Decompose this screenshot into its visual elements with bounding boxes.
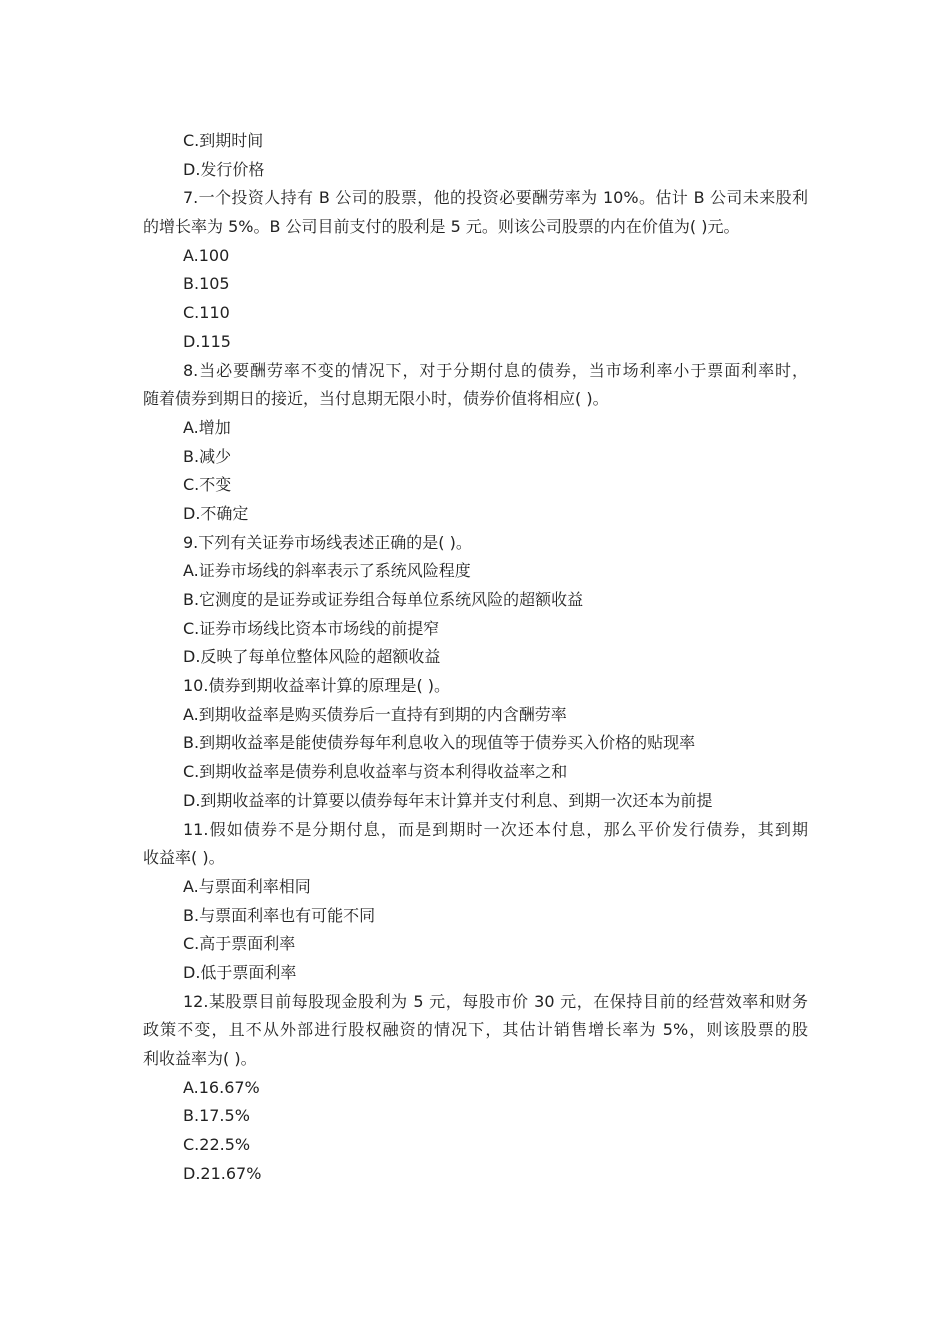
answer-option: C.证券市场线比资本市场线的前提窄 — [183, 618, 440, 638]
question-text-line: 收益率( )。 — [143, 848, 225, 868]
answer-option: B.17.5% — [183, 1106, 250, 1126]
answer-option: A.到期收益率是购买债券后一直持有到期的内含酬劳率 — [183, 704, 567, 724]
answer-option: C.高于票面利率 — [183, 934, 296, 954]
answer-option: D.21.67% — [183, 1163, 262, 1183]
answer-option: D.到期收益率的计算要以债券每年末计算并支付利息、到期一次还本为前提 — [183, 790, 713, 810]
answer-option: B.它测度的是证券或证券组合每单位系统风险的超额收益 — [183, 590, 584, 609]
question-text-line: 12.某股票目前每股现金股利为 5 元，每股市价 30 元，在保持目前的经营效率和财务 — [183, 991, 808, 1011]
answer-option: B.105 — [183, 274, 230, 294]
answer-option: C.到期时间 — [183, 131, 264, 150]
question-text-line: 的增长率为 5%。B 公司目前支付的股利是 5 元。则该公司股票的内在价值为( )元。 — [143, 217, 740, 237]
answer-option: D.115 — [183, 331, 231, 351]
question-text-line: 10.债券到期收益率计算的原理是( )。 — [183, 676, 451, 696]
answer-option: D.反映了每单位整体风险的超额收益 — [183, 647, 441, 667]
question-text-line: 利收益率为( )。 — [143, 1049, 257, 1068]
answer-option: C.110 — [183, 303, 230, 323]
answer-option: D.低于票面利率 — [183, 962, 297, 982]
question-text-line: 政策不变，且不从外部进行股权融资的情况下，其估计销售增长率为 5%，则该股票的股 — [143, 1020, 808, 1040]
answer-option: A.增加 — [183, 417, 231, 437]
answer-option: A.100 — [183, 245, 230, 265]
answer-option: A.16.67% — [183, 1077, 260, 1097]
answer-option: A.与票面利率相同 — [183, 876, 311, 896]
answer-option: C.到期收益率是债券利息收益率与资本利得收益率之和 — [183, 762, 568, 782]
answer-option: C.22.5% — [183, 1135, 251, 1155]
answer-option: B.与票面利率也有可能不同 — [183, 905, 376, 925]
question-text-line: 9.下列有关证券市场线表述正确的是( )。 — [183, 532, 472, 552]
question-text-line: 7.一个投资人持有 B 公司的股票，他的投资必要酬劳率为 10%。估计 B 公司未来股利 — [183, 188, 808, 208]
question-text-line: 8.当必要酬劳率不变的情况下，对于分期付息的债券，当市场利率小于票面利率时， — [183, 360, 808, 380]
answer-option: D.不确定 — [183, 503, 249, 523]
answer-option: A.证券市场线的斜率表示了系统风险程度 — [183, 561, 471, 581]
document-page — [143, 127, 808, 1188]
answer-option: B.减少 — [183, 446, 232, 466]
answer-option: B.到期收益率是能使债券每年利息收入的现值等于债券买入价格的贴现率 — [183, 733, 696, 753]
question-text-line: 随着债券到期日的接近，当付息期无限小时，债券价值将相应( )。 — [143, 389, 609, 409]
answer-option: C.不变 — [183, 475, 232, 495]
question-text-line: 11.假如债券不是分期付息，而是到期时一次还本付息，那么平价发行债券，其到期 — [183, 819, 808, 839]
answer-option: D.发行价格 — [183, 159, 265, 179]
